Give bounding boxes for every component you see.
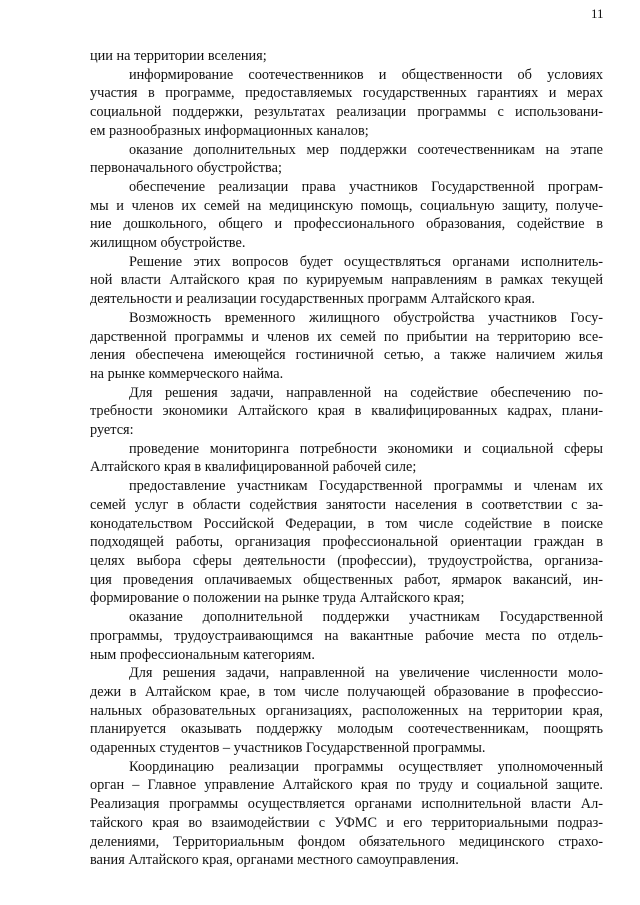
text-line: Для решения задачи, направленной на увеличение численности моло-	[129, 665, 603, 682]
text-line: одаренных студентов – участников Государственной программы.	[90, 740, 486, 757]
text-line: жилищном обустройстве.	[90, 235, 246, 252]
text-line: на рынке коммерческого найма.	[90, 365, 284, 382]
text-line: ления обеспечена имеющейся гостиничной сетью, а также наличием жилья	[90, 347, 603, 364]
text-line: Алтайского края в квалифицированной рабочей силе;	[90, 459, 417, 476]
text-line: оказание дополнительной поддержки участникам Государственной	[129, 609, 603, 626]
text-line: тайского края во взаимодействии с УФМС и его территориальными подраз-	[90, 814, 603, 831]
text-line: Возможность временного жилищного обустройства участников Госу-	[129, 309, 603, 326]
text-line: Координацию реализации программы осуществляет уполномоченный	[129, 758, 603, 775]
text-line: обеспечение реализации права участников Государственной програм-	[129, 178, 603, 195]
text-line: первоначального обустройства;	[90, 160, 282, 177]
text-line: делениями, Территориальным фондом обязательного медицинского страхо-	[90, 833, 603, 850]
text-line: формирование о положении на рынке труда Алтайского края;	[90, 590, 465, 607]
document-body	[90, 47, 603, 870]
text-line: конодательством Российской Федерации, в том числе содействие в поиске	[90, 515, 603, 532]
text-line: программы, трудоустраивающимся на вакантные рабочие места по отдель-	[90, 627, 603, 644]
text-line: деятельности и реализации государственных программ Алтайского края.	[90, 291, 535, 308]
text-line: дежи в Алтайском крае, в том числе получающей образование в профессио-	[90, 683, 603, 700]
text-line: нальных образовательных организациях, расположенных на территории края,	[90, 702, 603, 719]
text-line: оказание дополнительных мер поддержки соотечественникам на этапе	[129, 141, 603, 158]
text-line: ние дошкольного, общего и профессионального образования, содействие в	[90, 216, 603, 233]
text-line: руется:	[90, 422, 134, 439]
text-line: семей услуг в области содействия занятости населения в соответствии с за-	[90, 496, 603, 513]
text-line: социальной поддержки, результатах реализации программы с использовани-	[90, 104, 603, 121]
text-line: ной власти Алтайского края по курируемым направлениям в рамках текущей	[90, 272, 603, 289]
text-line: целях выбора сферы деятельности (профессии), трудоустройства, организа-	[90, 552, 603, 569]
text-line: информирование соотечественников и общественности об условиях	[129, 66, 603, 83]
text-line: ным профессиональным категориям.	[90, 646, 315, 663]
text-line: орган – Главное управление Алтайского края по труду и социальной защите.	[90, 777, 603, 794]
text-line: Для решения задачи, направленной на содействие обеспечению по-	[129, 384, 603, 401]
text-line: планируется оказывать поддержку молодым соотечественникам, поощрять	[90, 721, 603, 738]
text-line: ции на территории вселения;	[90, 48, 267, 64]
text-line: Решение этих вопросов будет осуществляться органами исполнитель-	[129, 253, 603, 270]
text-line: Реализация программы осуществляется органами исполнительной власти Ал-	[90, 796, 603, 813]
text-line: вания Алтайского края, органами местного самоуправления.	[90, 852, 459, 869]
text-line: подходящей работы, организация профессиональной ориентации граждан в	[90, 534, 603, 551]
text-line: ем разнообразных информационных каналов;	[90, 122, 369, 139]
text-line: участия в программе, предоставляемых государственных гарантиях и мерах	[90, 85, 603, 102]
page-number: 11	[591, 6, 604, 21]
text-line: требности экономики Алтайского края в квалифицированных кадрах, плани-	[90, 403, 603, 420]
text-line: проведение мониторинга потребности экономики и социальной сферы	[129, 440, 603, 457]
text-line: ция проведения оплачиваемых общественных работ, ярмарок вакансий, ин-	[90, 571, 603, 588]
text-line: дарственной программы и членов их семей по прибытии на территорию все-	[90, 328, 603, 345]
text-line: предоставление участникам Государственной программы и членам их	[129, 478, 603, 495]
text-line: мы и членов их семей на медицинскую помощь, социальную защиту, получе-	[90, 197, 603, 214]
